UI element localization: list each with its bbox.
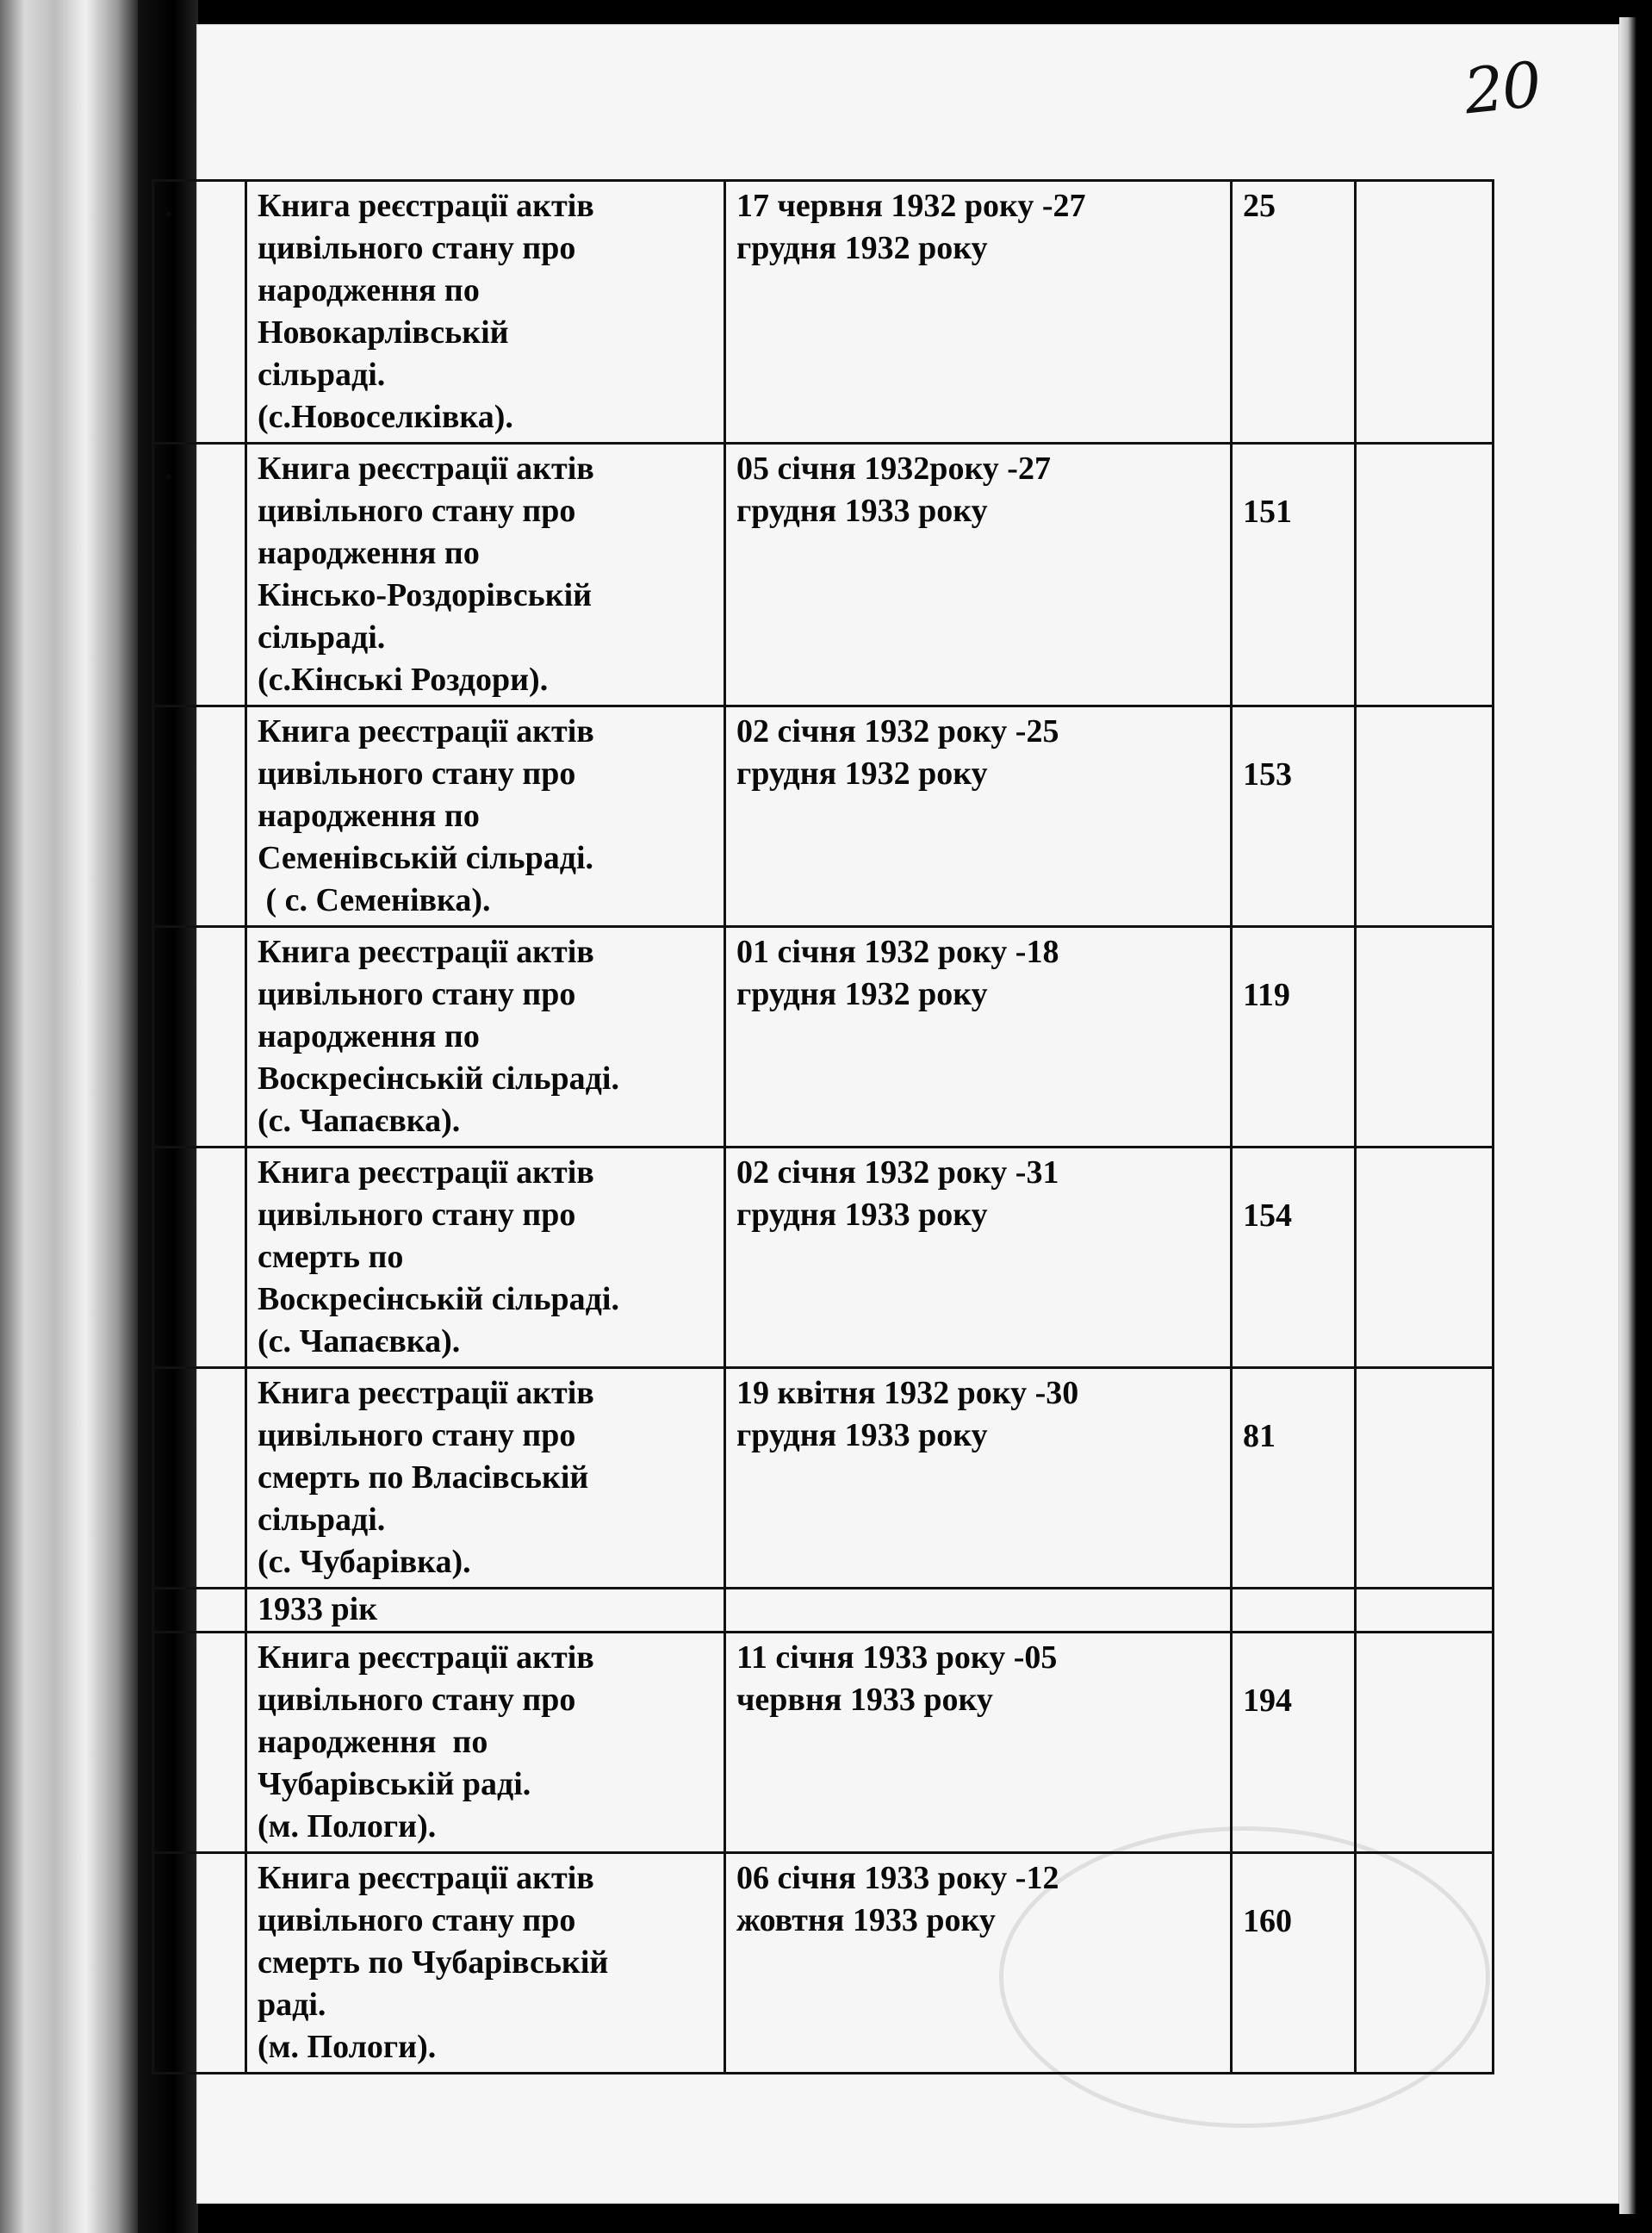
title-line: Книга реєстрації актів	[258, 934, 594, 970]
row-number-cell	[153, 1368, 246, 1589]
date-line: 06 січня 1933 року -12	[736, 1860, 1059, 1896]
sheet-count-cell: 119	[1232, 927, 1356, 1148]
row-number-cell	[153, 1589, 246, 1633]
title-line: народження по	[258, 1724, 488, 1760]
date-range-cell	[725, 181, 1232, 444]
title-line: (с.Новоселківка).	[258, 399, 513, 435]
title-line: цивільного стану про	[258, 1682, 576, 1718]
note-cell	[1356, 181, 1494, 444]
title-line: цивільного стану про	[258, 1197, 576, 1233]
title-line: Книга реєстрації актів	[258, 1860, 594, 1896]
table-row	[153, 444, 1494, 706]
title-line: цивільного стану про	[258, 756, 576, 792]
title-line: Книга реєстрації актів	[258, 1375, 594, 1411]
title-line: (м. Пологи).	[258, 2029, 437, 2065]
note-cell	[1356, 1368, 1494, 1589]
title-line: цивільного стану про	[258, 976, 576, 1012]
title-line: Воскресінській сільраді.	[258, 1281, 619, 1317]
row-number-cell	[153, 1853, 246, 2074]
sheet-count-cell: 151	[1232, 444, 1356, 706]
note-cell	[1356, 706, 1494, 927]
title-line: (с. Чапаєвка).	[258, 1323, 461, 1359]
date-range-cell	[725, 1853, 1232, 2074]
row-number-cell: .	[153, 181, 246, 444]
title-line: цивільного стану про	[258, 493, 576, 529]
table-row	[153, 1148, 1494, 1368]
date-range-cell	[725, 1368, 1232, 1589]
title-line: смерть по	[258, 1239, 404, 1275]
date-line: грудня 1933 року	[736, 1197, 988, 1233]
title-line: сільраді.	[258, 357, 386, 393]
title-line: Чубарівській раді.	[258, 1766, 531, 1802]
date-line: 02 січня 1932 року -25	[736, 713, 1059, 750]
row-number-cell: .	[153, 444, 246, 706]
date-range-cell	[725, 1633, 1232, 1853]
note-cell	[1356, 444, 1494, 706]
table-row	[153, 1589, 1494, 1633]
date-range-cell	[725, 1589, 1232, 1633]
date-range-cell	[725, 444, 1232, 706]
record-title-cell	[246, 181, 725, 444]
record-title-cell	[246, 927, 725, 1148]
sheet-count-cell: 154	[1232, 1148, 1356, 1368]
title-line: Книга реєстрації актів	[258, 1154, 594, 1191]
title-line: народження по	[258, 535, 480, 571]
date-line: червня 1933 року	[736, 1682, 993, 1718]
date-line: грудня 1932 року	[736, 976, 988, 1012]
book-spine	[0, 0, 138, 2233]
date-line: грудня 1932 року	[736, 756, 988, 792]
record-title-cell	[246, 1148, 725, 1368]
date-line: 17 червня 1932 року -27	[736, 188, 1086, 224]
record-title-cell	[246, 706, 725, 927]
title-line: Семенівській сільраді.	[258, 840, 594, 876]
table-row	[153, 1368, 1494, 1589]
title-line: 1933 рік	[258, 1591, 378, 1627]
sheet-count-cell: 194	[1232, 1633, 1356, 1853]
title-line: народження по	[258, 798, 480, 834]
sheet-count-cell: 81	[1232, 1368, 1356, 1589]
title-line: Воскресінській сільраді.	[258, 1061, 619, 1097]
record-title-cell	[246, 444, 725, 706]
title-line: Кінсько-Роздорівській	[258, 577, 593, 613]
title-line: смерть по Чубарівській	[258, 1944, 609, 1981]
table-row	[153, 1633, 1494, 1853]
title-line: народження по	[258, 272, 480, 308]
table-row	[153, 927, 1494, 1148]
title-line: цивільного стану про	[258, 1417, 576, 1453]
date-line: грудня 1932 року	[736, 230, 988, 266]
title-line: (с. Чапаєвка).	[258, 1103, 461, 1139]
table-row	[153, 706, 1494, 927]
title-line: (м. Пологи).	[258, 1808, 437, 1844]
row-number-cell	[153, 706, 246, 927]
note-cell	[1356, 927, 1494, 1148]
title-line: (с.Кінські Роздори).	[258, 662, 549, 698]
note-cell	[1356, 1633, 1494, 1853]
title-line: народження по	[258, 1018, 480, 1054]
title-line: сільраді.	[258, 619, 386, 656]
date-range-cell	[725, 706, 1232, 927]
row-number-cell	[153, 927, 246, 1148]
date-line: грудня 1933 року	[736, 493, 988, 529]
title-line: смерть по Власівській	[258, 1459, 589, 1496]
title-line: цивільного стану про	[258, 230, 576, 266]
records-table	[152, 179, 1494, 2074]
date-line: жовтня 1933 року	[736, 1902, 996, 1938]
date-line: 02 січня 1932 року -31	[736, 1154, 1059, 1191]
row-number-cell	[153, 1148, 246, 1368]
date-line: 05 січня 1932року -27	[736, 451, 1051, 487]
date-line: 11 січня 1933 року -05	[736, 1639, 1058, 1676]
title-line: Книга реєстрації актів	[258, 1639, 594, 1676]
handwritten-page-number: 20	[1460, 47, 1543, 128]
record-title-cell	[246, 1368, 725, 1589]
record-title-cell	[246, 1633, 725, 1853]
note-cell	[1356, 1589, 1494, 1633]
table-row	[153, 1853, 1494, 2074]
note-cell	[1356, 1853, 1494, 2074]
title-line: цивільного стану про	[258, 1902, 576, 1938]
date-line: 01 січня 1932 року -18	[736, 934, 1059, 970]
record-title-cell	[246, 1589, 725, 1633]
date-line: 19 квітня 1932 року -30	[736, 1375, 1079, 1411]
sheet-count-cell: 153	[1232, 706, 1356, 927]
table-row	[153, 181, 1494, 444]
title-line: сільраді.	[258, 1502, 386, 1538]
sheet-count-cell	[1232, 1589, 1356, 1633]
date-range-cell	[725, 1148, 1232, 1368]
note-cell	[1356, 1148, 1494, 1368]
title-line: раді.	[258, 1987, 326, 2023]
title-line: Книга реєстрації актів	[258, 188, 594, 224]
date-range-cell	[725, 927, 1232, 1148]
sheet-count-cell: 25	[1232, 181, 1356, 444]
title-line: Книга реєстрації актів	[258, 713, 594, 750]
title-line: Новокарлівській	[258, 314, 509, 351]
record-title-cell	[246, 1853, 725, 2074]
date-line: грудня 1933 року	[736, 1417, 988, 1453]
page-edge	[1619, 17, 1636, 2214]
row-number-cell	[153, 1633, 246, 1853]
title-line: ( с. Семенівка).	[258, 882, 491, 918]
title-line: Книга реєстрації актів	[258, 451, 594, 487]
sheet-count-cell: 160	[1232, 1853, 1356, 2074]
title-line: (с. Чубарівка).	[258, 1544, 471, 1580]
